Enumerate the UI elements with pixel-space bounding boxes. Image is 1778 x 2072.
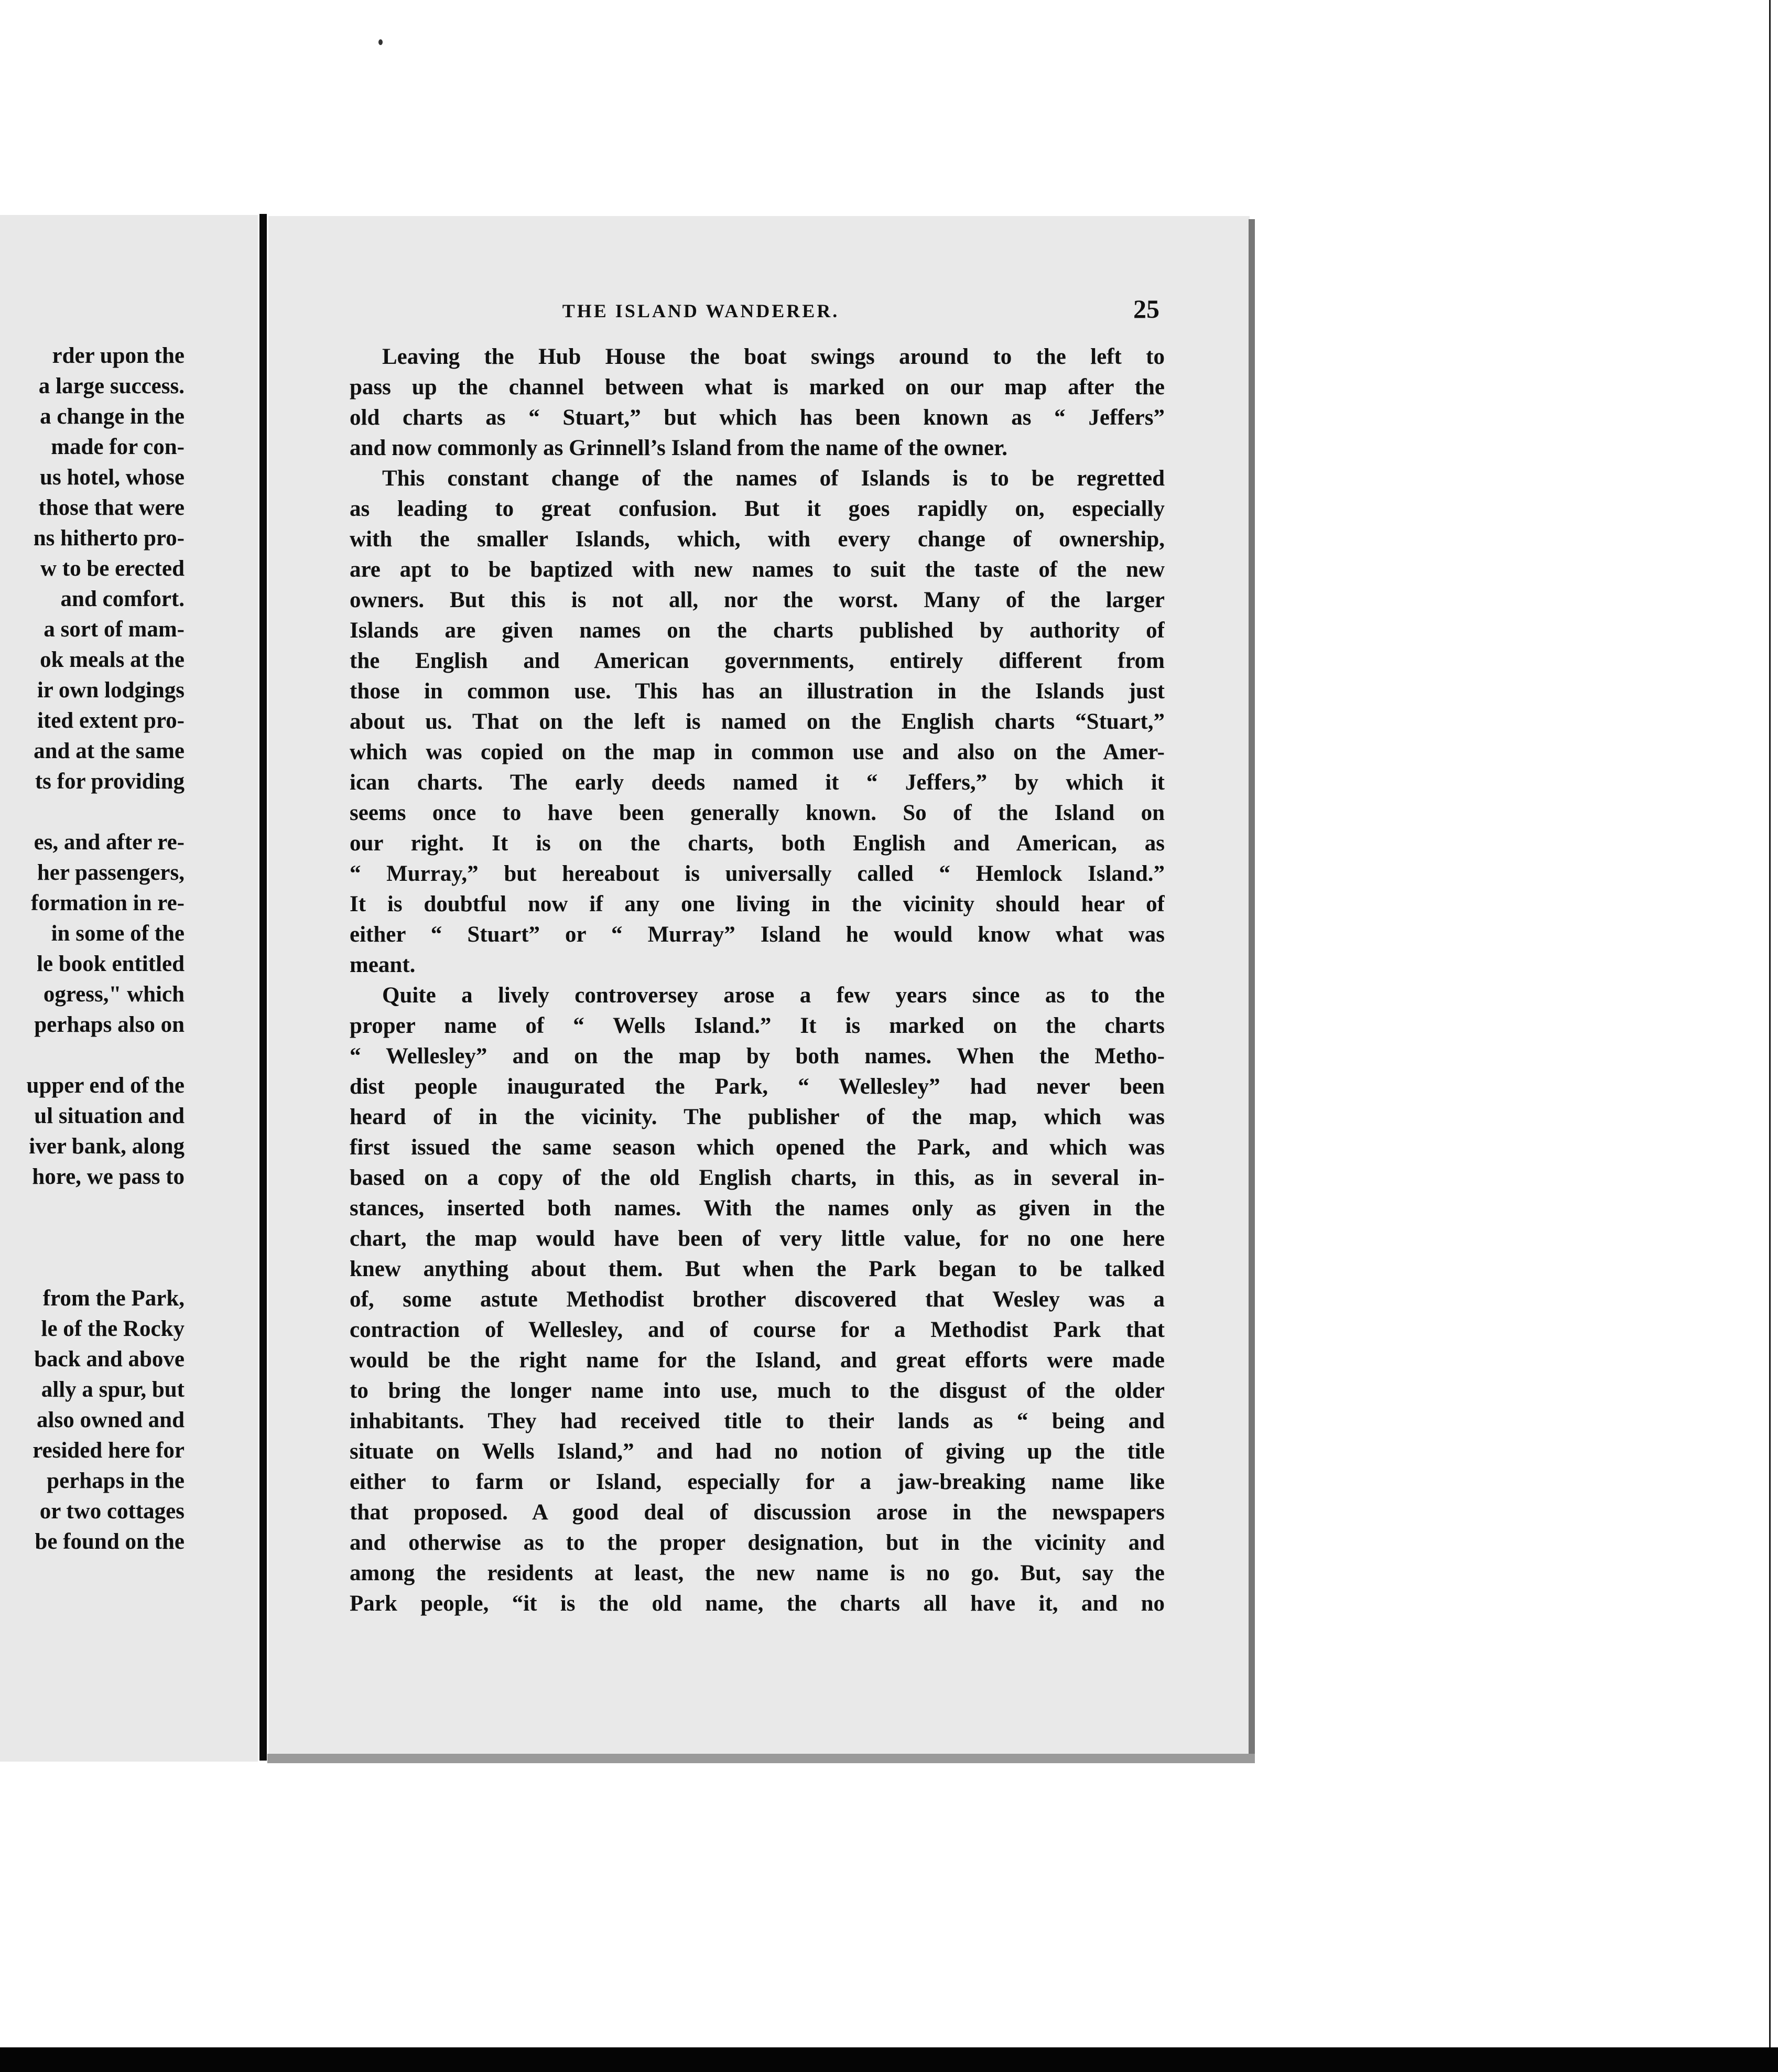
- left-text-line: in some of the: [51, 921, 185, 946]
- text-line: our right. It is on the charts, both English and American, as: [350, 831, 1165, 856]
- text-line: are apt to be baptized with new names to suit the taste of the new: [350, 557, 1165, 582]
- text-line: inhabitants. They had received title to their lands as “ being and: [350, 1409, 1165, 1433]
- left-text-line: back and above: [34, 1347, 185, 1372]
- scan-bottom-border: [0, 2047, 1778, 2072]
- text-line: which was copied on the map in common use and also on the Amer-: [350, 740, 1165, 764]
- text-line: those in common use. This has an illustration in the Islands just: [350, 679, 1165, 704]
- text-line: first issued the same season which opened the Park, and which was: [350, 1135, 1165, 1160]
- left-text-line: her passengers,: [37, 860, 185, 885]
- left-text-line: us hotel, whose: [40, 465, 185, 490]
- text-line: based on a copy of the old English charts, in this, as in several in-: [350, 1166, 1165, 1190]
- scan-edge: [1769, 0, 1771, 2047]
- left-page-text: [0, 341, 185, 1557]
- text-line: seems once to have been generally known. So of the Island on: [350, 801, 1165, 825]
- left-text-line: a change in the: [40, 404, 185, 429]
- left-text-line: [0, 1192, 185, 1223]
- left-text-line: ok meals at the: [40, 648, 185, 672]
- page-bottom-shadow: [267, 1754, 1255, 1763]
- left-text-line: and comfort.: [60, 587, 185, 611]
- left-text-line: be found on the: [35, 1529, 185, 1554]
- left-text-line: a large success.: [38, 374, 185, 398]
- text-line: “ Murray,” but hereabout is universally called “ Hemlock Island.”: [350, 861, 1165, 886]
- text-line: It is doubtful now if any one living in the vicinity should hear of: [350, 892, 1165, 916]
- left-text-line: ts for providing: [35, 769, 185, 794]
- left-page: [0, 215, 258, 1762]
- text-line: proper name of “ Wells Island.” It is marked on the charts: [350, 1013, 1165, 1038]
- left-text-line: ogress," which: [43, 982, 185, 1007]
- text-line: old charts as “ Stuart,” but which has been known as “ Jeffers”: [350, 405, 1165, 430]
- left-text-line: resided here for: [32, 1438, 185, 1463]
- page-edge-shadow: [1249, 219, 1255, 1760]
- left-text-line: w to be erected: [40, 556, 185, 581]
- text-line: This constant change of the names of Islands is to be regretted: [382, 466, 1165, 491]
- text-line: the English and American governments, entirely different from: [350, 649, 1165, 673]
- left-text-line: le book entitled: [37, 952, 185, 976]
- left-text-line: ns hitherto pro-: [33, 526, 185, 551]
- text-line: owners. But this is not all, nor the worst. Many of the larger: [350, 588, 1165, 612]
- left-text-line: and at the same: [34, 739, 185, 763]
- text-line: and otherwise as to the proper designation, but in the vicinity and: [350, 1530, 1165, 1555]
- text-line: of, some astute Methodist brother discovered that Wesley was a: [350, 1287, 1165, 1312]
- text-line: stances, inserted both names. With the names only as given in the: [350, 1196, 1165, 1221]
- gutter-line: [259, 214, 267, 1761]
- text-line: either “ Stuart” or “ Murray” Island he would know what was: [350, 922, 1165, 947]
- text-line: Park people, “it is the old name, the charts all have it, and no: [350, 1591, 1165, 1616]
- text-line: as leading to great confusion. But it goes rapidly on, especially: [350, 497, 1165, 521]
- text-line: that proposed. A good deal of discussion arose in the newspapers: [350, 1500, 1165, 1525]
- left-text-line: rder upon the: [52, 343, 185, 368]
- text-line: ican charts. The early deeds named it “ Jeffers,” by which it: [350, 770, 1165, 795]
- left-text-line: formation in re-: [31, 891, 185, 915]
- page-number: 25: [1133, 294, 1159, 323]
- text-line: situate on Wells Island,” and had no notion of giving up the title: [350, 1439, 1165, 1464]
- text-line: “ Wellesley” and on the map by both names. When the Metho-: [350, 1044, 1165, 1069]
- left-text-line: es, and after re-: [34, 830, 185, 855]
- left-text-line: [0, 1223, 185, 1253]
- left-text-line: [0, 1040, 185, 1071]
- left-text-line: perhaps also on: [34, 1012, 185, 1037]
- left-text-line: or two cottages: [39, 1499, 185, 1524]
- text-line: would be the right name for the Island, and great efforts were made: [350, 1348, 1165, 1373]
- text-line: with the smaller Islands, which, with every change of ownership,: [350, 527, 1165, 552]
- text-line: meant.: [350, 953, 416, 977]
- left-text-line: ir own lodgings: [37, 678, 185, 703]
- left-text-line: also owned and: [37, 1408, 185, 1432]
- text-line: heard of in the vicinity. The publisher of the map, which was: [350, 1105, 1165, 1129]
- left-text-line: [0, 797, 185, 827]
- body-text: [350, 342, 1165, 1619]
- left-text-line: those that were: [38, 495, 185, 520]
- left-text-line: [0, 1253, 185, 1283]
- left-text-line: ul situation and: [34, 1104, 185, 1128]
- left-text-line: ally a spur, but: [41, 1377, 185, 1402]
- left-text-line: ited extent pro-: [37, 708, 185, 733]
- text-line: Leaving the Hub House the boat swings around to the left to: [382, 344, 1165, 369]
- left-text-line: hore, we pass to: [32, 1164, 185, 1189]
- left-text-line: a sort of mam-: [44, 617, 185, 642]
- right-page: [268, 216, 1250, 1757]
- text-line: contraction of Wellesley, and of course for a Methodist Park that: [350, 1318, 1165, 1342]
- text-line: either to farm or Island, especially for a jaw-breaking name like: [350, 1470, 1165, 1494]
- text-line: knew anything about them. But when the Park began to be talked: [350, 1257, 1165, 1281]
- text-line: Quite a lively controversey arose a few years since as to the: [382, 983, 1165, 1008]
- left-text-line: from the Park,: [42, 1286, 185, 1311]
- scan-speck: [378, 39, 383, 45]
- left-text-line: perhaps in the: [47, 1469, 185, 1493]
- text-line: about us. That on the left is named on the English charts “Stuart,”: [350, 709, 1165, 734]
- left-text-line: le of the Rocky: [41, 1316, 185, 1341]
- running-head: THE ISLAND WANDERER.: [562, 300, 840, 321]
- text-line: and now commonly as Grinnell’s Island from the name of the owner.: [350, 436, 1008, 460]
- text-line: among the residents at least, the new name is no go. But, say the: [350, 1561, 1165, 1585]
- text-line: chart, the map would have been of very little value, for no one here: [350, 1226, 1165, 1251]
- text-line: Islands are given names on the charts published by authority of: [350, 618, 1165, 643]
- left-text-line: iver bank, along: [29, 1134, 185, 1159]
- text-line: pass up the channel between what is marked on our map after the: [350, 375, 1165, 400]
- left-text-line: upper end of the: [26, 1073, 185, 1098]
- left-text-line: made for con-: [51, 435, 185, 459]
- text-line: dist people inaugurated the Park, “ Wellesley” had never been: [350, 1074, 1165, 1099]
- text-line: to bring the longer name into use, much to the disgust of the older: [350, 1378, 1165, 1403]
